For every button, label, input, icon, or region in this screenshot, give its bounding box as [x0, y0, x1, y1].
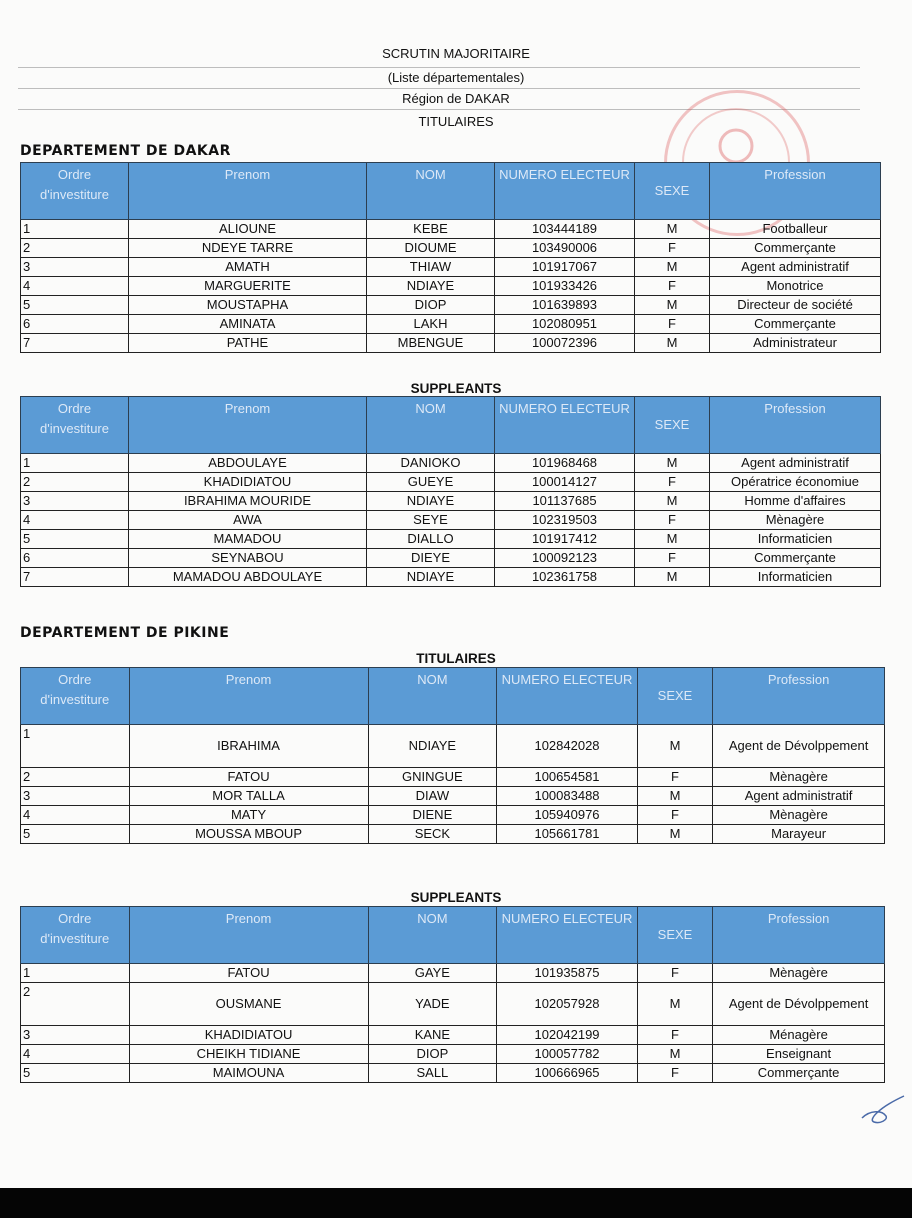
cell-prenom: MOR TALLA: [129, 787, 368, 806]
cell-numero: 101917067: [495, 258, 635, 277]
cell-ordre: 1: [21, 454, 129, 473]
col-header-numero: NUMERO ELECTEUR: [497, 907, 638, 964]
col-header-profession: Profession: [713, 907, 885, 964]
table-row: [21, 549, 881, 568]
cell-ordre: 2: [21, 239, 129, 258]
table-row: [21, 220, 881, 239]
cell-prenom: MOUSTAPHA: [129, 296, 367, 315]
cell-profession: Mènagère: [713, 768, 885, 787]
cell-profession: Marayeur: [713, 825, 885, 844]
department-title-dakar: DEPARTEMENT DE DAKAR: [20, 143, 231, 159]
col-header-prenom: Prenom: [129, 668, 368, 725]
cell-profession: Monotrice: [710, 277, 881, 296]
table-row: [21, 258, 881, 277]
cell-nom: MBENGUE: [367, 334, 495, 353]
cell-numero: 101639893: [495, 296, 635, 315]
cell-sexe: F: [635, 473, 710, 492]
table-row: [21, 983, 885, 1026]
cell-profession: Ménagère: [713, 1026, 885, 1045]
header-subtitle: (Liste départementales): [387, 70, 525, 85]
table-row: [21, 277, 881, 296]
cell-nom: KANE: [368, 1026, 497, 1045]
cell-ordre: 5: [21, 530, 129, 549]
cell-profession: Agent administratif: [710, 454, 881, 473]
header-region: Région de DAKAR: [402, 91, 510, 106]
pikine-titulaires-table: [20, 667, 885, 844]
table-row: [21, 296, 881, 315]
cell-profession: Commerçante: [710, 549, 881, 568]
cell-numero: 101935875: [497, 964, 638, 983]
cell-profession: Informaticien: [710, 568, 881, 587]
cell-sexe: F: [635, 511, 710, 530]
cell-profession: Opératrice économiue: [710, 473, 881, 492]
table-row: [21, 473, 881, 492]
header-titulaires: TITULAIRES: [418, 114, 494, 129]
cell-sexe: M: [635, 530, 710, 549]
cell-ordre: 3: [21, 787, 130, 806]
cell-prenom: IBRAHIMA MOURIDE: [129, 492, 367, 511]
col-header-nom: NOM: [368, 907, 497, 964]
table-row: [21, 806, 885, 825]
cell-numero: 103490006: [495, 239, 635, 258]
section-suppleants: SUPPLEANTS: [410, 381, 502, 396]
cell-nom: NDIAYE: [367, 277, 495, 296]
cell-sexe: M: [637, 787, 712, 806]
cell-prenom: FATOU: [129, 768, 368, 787]
dakar-titulaires-table: [20, 162, 881, 353]
table-row: [21, 239, 881, 258]
cell-nom: THIAW: [367, 258, 495, 277]
cell-nom: GNINGUE: [368, 768, 497, 787]
cell-profession: Commerçante: [713, 1064, 885, 1083]
cell-ordre: 1: [21, 725, 130, 768]
cell-nom: DIOUME: [367, 239, 495, 258]
cell-profession: Mènagère: [713, 806, 885, 825]
col-header-prenom: Prenom: [129, 163, 367, 220]
table-row: [21, 725, 885, 768]
cell-prenom: MAMADOU ABDOULAYE: [129, 568, 367, 587]
cell-nom: DIOP: [367, 296, 495, 315]
cell-ordre: 1: [21, 964, 130, 983]
cell-prenom: MOUSSA MBOUP: [129, 825, 368, 844]
cell-nom: DIENE: [368, 806, 497, 825]
table-row: [21, 964, 885, 983]
cell-ordre: 2: [21, 768, 130, 787]
cell-profession: Agent administratif: [713, 787, 885, 806]
cell-sexe: M: [635, 296, 710, 315]
cell-ordre: 4: [21, 1045, 130, 1064]
cell-numero: 100057782: [497, 1045, 638, 1064]
col-header-ordre: Ordre d'investiture: [21, 907, 130, 964]
cell-sexe: M: [637, 725, 712, 768]
cell-sexe: F: [637, 1026, 712, 1045]
cell-profession: Commerçante: [710, 315, 881, 334]
footer-bar: [0, 1188, 912, 1218]
col-header-sexe: SEXE: [637, 907, 712, 964]
cell-ordre: 3: [21, 492, 129, 511]
table-row: [21, 1045, 885, 1064]
cell-ordre: 1: [21, 220, 129, 239]
cell-ordre: 3: [21, 1026, 130, 1045]
cell-sexe: F: [637, 964, 712, 983]
cell-prenom: AWA: [129, 511, 367, 530]
cell-nom: LAKH: [367, 315, 495, 334]
cell-profession: Enseignant: [713, 1045, 885, 1064]
table-row: [21, 768, 885, 787]
cell-ordre: 5: [21, 825, 130, 844]
cell-nom: DIEYE: [367, 549, 495, 568]
cell-sexe: M: [635, 334, 710, 353]
cell-prenom: MAMADOU: [129, 530, 367, 549]
cell-prenom: ALIOUNE: [129, 220, 367, 239]
cell-numero: 105940976: [497, 806, 638, 825]
cell-sexe: M: [635, 258, 710, 277]
col-header-numero: NUMERO ELECTEUR: [495, 397, 635, 454]
cell-sexe: M: [637, 1045, 712, 1064]
cell-sexe: M: [637, 825, 712, 844]
cell-nom: DANIOKO: [367, 454, 495, 473]
cell-sexe: M: [635, 492, 710, 511]
cell-ordre: 3: [21, 258, 129, 277]
cell-nom: SECK: [368, 825, 497, 844]
cell-numero: 105661781: [497, 825, 638, 844]
col-header-profession: Profession: [710, 163, 881, 220]
cell-prenom: OUSMANE: [129, 983, 368, 1026]
cell-nom: SALL: [368, 1064, 497, 1083]
cell-profession: Agent de Dévolppement: [713, 725, 885, 768]
cell-prenom: AMATH: [129, 258, 367, 277]
cell-numero: 100014127: [495, 473, 635, 492]
cell-nom: DIOP: [368, 1045, 497, 1064]
cell-nom: GUEYE: [367, 473, 495, 492]
col-header-sexe: SEXE: [637, 668, 712, 725]
cell-numero: 100083488: [497, 787, 638, 806]
col-header-sexe: SEXE: [635, 397, 710, 454]
cell-prenom: SEYNABOU: [129, 549, 367, 568]
cell-prenom: IBRAHIMA: [129, 725, 368, 768]
cell-sexe: F: [637, 1064, 712, 1083]
col-header-sexe: SEXE: [635, 163, 710, 220]
cell-numero: 100666965: [497, 1064, 638, 1083]
cell-profession: Agent de Dévolppement: [713, 983, 885, 1026]
cell-nom: YADE: [368, 983, 497, 1026]
table-row: [21, 1026, 885, 1045]
pikine-suppleants-table: [20, 906, 885, 1083]
cell-numero: 102319503: [495, 511, 635, 530]
cell-prenom: MAIMOUNA: [129, 1064, 368, 1083]
cell-sexe: F: [635, 549, 710, 568]
col-header-prenom: Prenom: [129, 397, 367, 454]
cell-numero: 101917412: [495, 530, 635, 549]
table-row: [21, 530, 881, 549]
cell-ordre: 5: [21, 296, 129, 315]
cell-profession: Informaticien: [710, 530, 881, 549]
table-row: [21, 568, 881, 587]
cell-sexe: M: [635, 454, 710, 473]
cell-numero: 102842028: [497, 725, 638, 768]
cell-numero: 101933426: [495, 277, 635, 296]
cell-numero: 100092123: [495, 549, 635, 568]
cell-prenom: FATOU: [129, 964, 368, 983]
cell-profession: Mènagère: [710, 511, 881, 530]
cell-numero: 101137685: [495, 492, 635, 511]
col-header-nom: NOM: [368, 668, 497, 725]
cell-nom: KEBE: [367, 220, 495, 239]
cell-numero: 102361758: [495, 568, 635, 587]
cell-profession: Agent administratif: [710, 258, 881, 277]
cell-sexe: M: [635, 568, 710, 587]
cell-numero: 100072396: [495, 334, 635, 353]
table-row: [21, 334, 881, 353]
dakar-suppleants-table: [20, 396, 881, 587]
col-header-numero: NUMERO ELECTEUR: [495, 163, 635, 220]
header-title: SCRUTIN MAJORITAIRE: [382, 46, 530, 61]
cell-nom: DIALLO: [367, 530, 495, 549]
cell-ordre: 6: [21, 315, 129, 334]
table-row: [21, 454, 881, 473]
table-row: [21, 315, 881, 334]
cell-profession: Homme d'affaires: [710, 492, 881, 511]
cell-prenom: NDEYE TARRE: [129, 239, 367, 258]
cell-numero: 102080951: [495, 315, 635, 334]
cell-sexe: F: [635, 315, 710, 334]
cell-profession: Directeur de société: [710, 296, 881, 315]
cell-ordre: 2: [21, 983, 130, 1026]
cell-prenom: CHEIKH TIDIANE: [129, 1045, 368, 1064]
col-header-ordre: Ordre d'investiture: [21, 668, 130, 725]
cell-nom: NDIAYE: [367, 568, 495, 587]
col-header-profession: Profession: [713, 668, 885, 725]
cell-prenom: KHADIDIATOU: [129, 473, 367, 492]
col-header-ordre: Ordre d'investiture: [21, 397, 129, 454]
col-header-prenom: Prenom: [129, 907, 368, 964]
cell-ordre: 4: [21, 511, 129, 530]
divider: [18, 67, 860, 68]
table-row: [21, 511, 881, 530]
cell-nom: NDIAYE: [367, 492, 495, 511]
cell-profession: Commerçante: [710, 239, 881, 258]
cell-profession: Mènagère: [713, 964, 885, 983]
cell-numero: 103444189: [495, 220, 635, 239]
col-header-nom: NOM: [367, 163, 495, 220]
cell-nom: SEYE: [367, 511, 495, 530]
department-title-pikine: DEPARTEMENT DE PIKINE: [20, 625, 230, 641]
cell-prenom: PATHE: [129, 334, 367, 353]
cell-prenom: ABDOULAYE: [129, 454, 367, 473]
cell-ordre: 7: [21, 334, 129, 353]
cell-prenom: KHADIDIATOU: [129, 1026, 368, 1045]
table-row: [21, 787, 885, 806]
cell-ordre: 4: [21, 277, 129, 296]
cell-sexe: F: [635, 239, 710, 258]
cell-numero: 100654581: [497, 768, 638, 787]
table-row: [21, 825, 885, 844]
cell-profession: Administrateur: [710, 334, 881, 353]
cell-nom: DIAW: [368, 787, 497, 806]
cell-prenom: MATY: [129, 806, 368, 825]
signature-mark: [860, 1090, 910, 1130]
cell-sexe: M: [637, 983, 712, 1026]
cell-sexe: F: [635, 277, 710, 296]
table-row: [21, 492, 881, 511]
cell-ordre: 2: [21, 473, 129, 492]
divider: [18, 88, 860, 89]
cell-sexe: M: [635, 220, 710, 239]
cell-ordre: 5: [21, 1064, 130, 1083]
cell-prenom: AMINATA: [129, 315, 367, 334]
col-header-profession: Profession: [710, 397, 881, 454]
col-header-ordre: Ordre d'investiture: [21, 163, 129, 220]
cell-numero: 101968468: [495, 454, 635, 473]
cell-prenom: MARGUERITE: [129, 277, 367, 296]
col-header-nom: NOM: [367, 397, 495, 454]
cell-nom: NDIAYE: [368, 725, 497, 768]
cell-numero: 102042199: [497, 1026, 638, 1045]
table-row: [21, 1064, 885, 1083]
cell-nom: GAYE: [368, 964, 497, 983]
cell-ordre: 7: [21, 568, 129, 587]
col-header-numero: NUMERO ELECTEUR: [497, 668, 638, 725]
cell-ordre: 6: [21, 549, 129, 568]
section-suppleants: SUPPLEANTS: [410, 890, 502, 905]
cell-sexe: F: [637, 768, 712, 787]
section-titulaires: TITULAIRES: [416, 651, 496, 666]
cell-profession: Footballeur: [710, 220, 881, 239]
cell-numero: 102057928: [497, 983, 638, 1026]
cell-sexe: F: [637, 806, 712, 825]
cell-ordre: 4: [21, 806, 130, 825]
